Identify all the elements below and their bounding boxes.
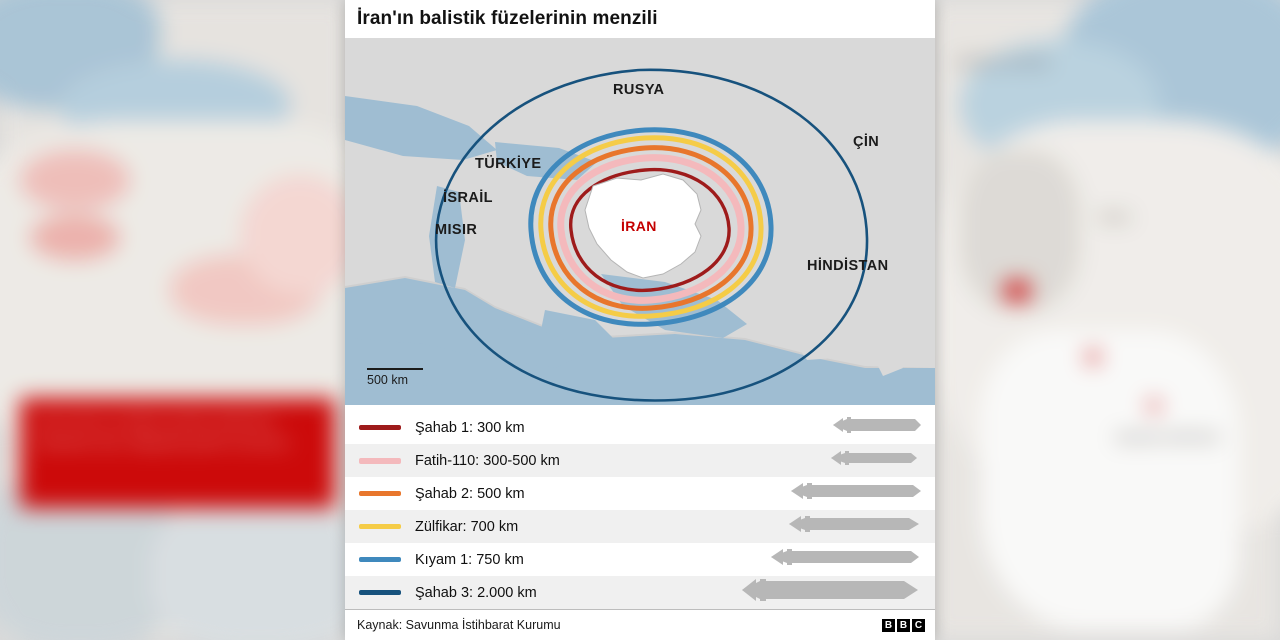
legend-label: Şahab 2: 500 km <box>415 485 525 502</box>
missile-icon-sahab-2 <box>771 482 921 505</box>
legend-row <box>345 576 935 609</box>
legend-row <box>345 444 935 477</box>
legend-row <box>345 510 935 543</box>
legend-row <box>345 477 935 510</box>
bg-map-label: BASRA KÖRFEZİ <box>1116 430 1220 445</box>
legend-label: Şahab 1: 300 km <box>415 419 525 436</box>
map-label-misir: MISIR <box>435 222 478 238</box>
scale-bar-line <box>367 368 423 370</box>
map-area <box>345 38 935 405</box>
legend-swatch <box>359 590 401 595</box>
bg-highlight-shape <box>30 215 120 260</box>
bbc-logo-letter: B <box>897 619 910 632</box>
map-label-hindistan: HİNDİSTAN <box>807 258 889 274</box>
bg-country-shape <box>980 330 1240 630</box>
missile-icon-sahab-3 <box>736 579 921 606</box>
legend-label: Şahab 3: 2.000 km <box>415 584 537 601</box>
missile-icon-sahab-1 <box>791 416 921 439</box>
bg-map-label: İRAN <box>1098 210 1130 225</box>
bg-highlight-shape <box>20 150 130 210</box>
legend-swatch <box>359 425 401 430</box>
map-label-israil: İSRAİL <box>443 190 493 206</box>
bg-highlight-shape <box>240 175 360 295</box>
map-label-rusya: RUSYA <box>613 82 665 98</box>
bg-marker-shape <box>1086 350 1100 364</box>
infographic-card <box>345 0 935 640</box>
bg-sea-shape <box>150 500 370 640</box>
legend-swatch <box>359 557 401 562</box>
background-right-map <box>930 0 1280 640</box>
bbc-logo-letter: C <box>912 619 925 632</box>
legend-swatch <box>359 524 401 529</box>
bg-marker-shape <box>1004 280 1030 302</box>
legend-label: Fatih-110: 300-500 km <box>415 452 560 469</box>
missile-icon-zulfikar <box>771 515 921 538</box>
map-label-cin: ÇİN <box>853 134 880 150</box>
bg-red-callout-text: İran'ın füze ve nükleer tesisleri saldırıların hedefinde oldu. Bölgedeki gerilim tırmanıyor. <box>36 413 293 450</box>
bbc-logo-letter: B <box>882 619 895 632</box>
missile-icon-fatih-110 <box>791 449 921 472</box>
bg-marker-shape <box>1148 400 1160 412</box>
map-label-turkiye: TÜRKİYE <box>475 156 542 172</box>
legend-row <box>345 543 935 576</box>
legend-row <box>345 411 935 444</box>
legend-swatch <box>359 458 401 464</box>
map-scale-bar <box>367 368 423 387</box>
source-label: Kaynak: Savunma İstihbarat Kurumu <box>357 618 561 633</box>
legend <box>345 405 935 609</box>
bbc-logo <box>882 619 925 632</box>
card-footer <box>345 609 935 640</box>
bg-map-label: UMMAN DENİZİ <box>954 55 1050 70</box>
scale-bar-label: 500 km <box>367 373 408 388</box>
page-title: İran'ın balistik füzelerinin menzili <box>357 8 658 29</box>
map-label-iran: İRAN <box>621 218 657 234</box>
background-left-map <box>0 0 350 640</box>
legend-label: Zülfikar: 700 km <box>415 518 519 535</box>
legend-label: Kıyam 1: 750 km <box>415 551 524 568</box>
legend-swatch <box>359 491 401 496</box>
missile-icon-kiyam-1 <box>761 548 921 571</box>
